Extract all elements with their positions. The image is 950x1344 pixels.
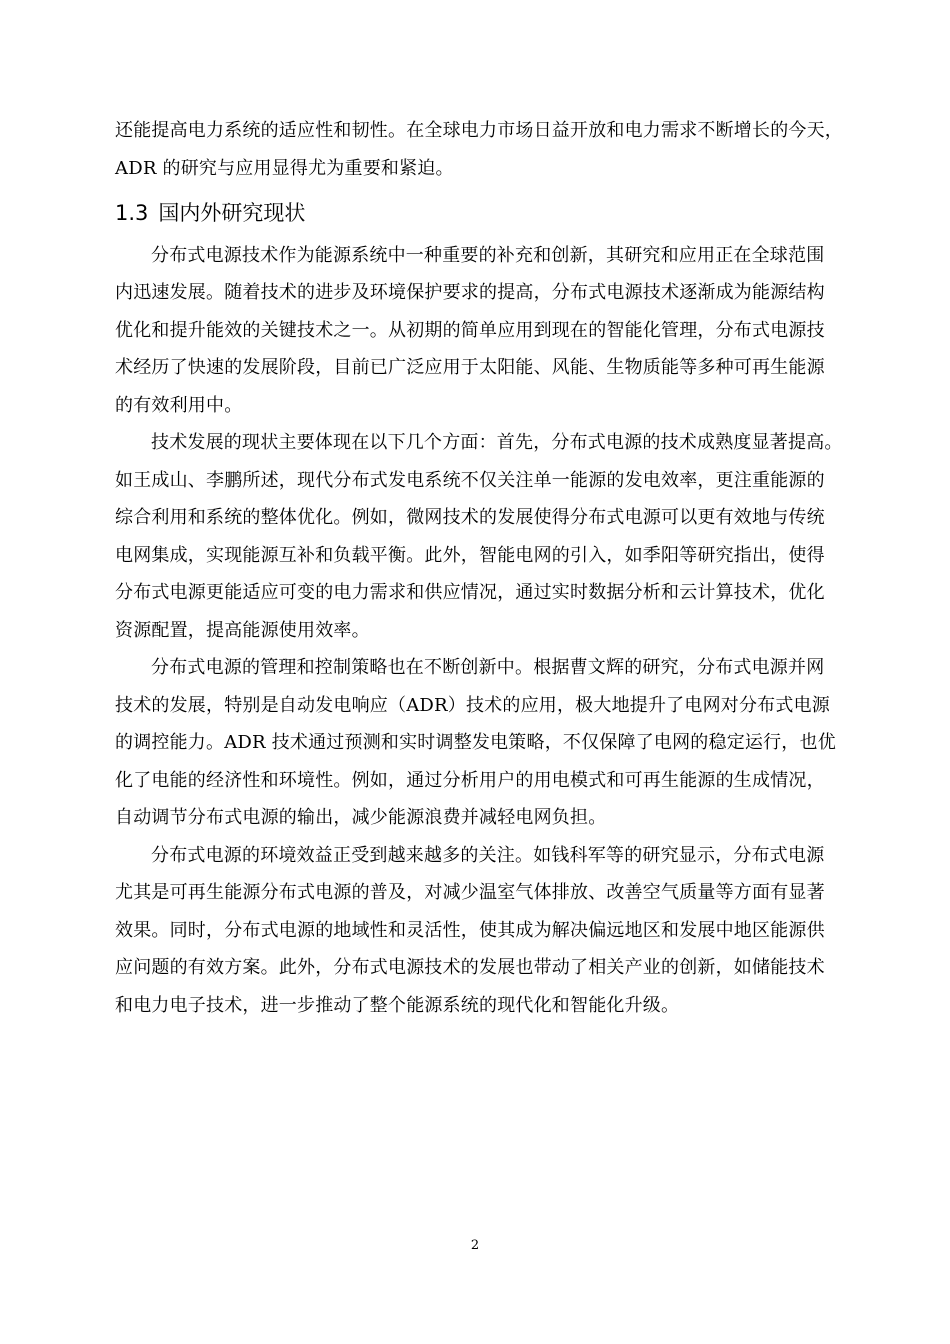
section-number: 1.3: [115, 201, 149, 225]
text-line: 分布式电源的环境效益正受到越来越多的关注。如钱科军等的研究显示，分布式电源: [151, 845, 825, 866]
text-line: 技术的发展，特别是自动发电响应（ADR）技术的应用，极大地提升了电网对分布式电源: [115, 695, 830, 716]
text-line: 资源配置，提高能源使用效率。: [115, 620, 370, 641]
text-line: 分布式电源技术作为能源系统中一种重要的补充和创新，其研究和应用正在全球范围: [151, 245, 825, 266]
text-line: 的调控能力。ADR 技术通过预测和实时调整发电策略，不仅保障了电网的稳定运行，也优: [115, 732, 836, 753]
text-line: ADR 的研究与应用显得尤为重要和紧迫。: [115, 158, 454, 179]
text-line: 化了电能的经济性和环境性。例如，通过分析用户的用电模式和可再生能源的生成情况，: [115, 770, 825, 791]
text-line: 还能提高电力系统的适应性和韧性。在全球电力市场日益开放和电力需求不断增长的今天，: [115, 120, 843, 141]
text-line: 自动调节分布式电源的输出，减少能源浪费并减轻电网负担。: [115, 807, 607, 828]
text-line: 效果。同时，分布式电源的地域性和灵活性，使其成为解决偏远地区和发展中地区能源供: [115, 920, 825, 941]
text-line: 分布式电源更能适应可变的电力需求和供应情况，通过实时数据分析和云计算技术，优化: [115, 582, 825, 603]
text-line: 如王成山、李鹏所述，现代分布式发电系统不仅关注单一能源的发电效率，更注重能源的: [115, 470, 825, 491]
text-line: 内迅速发展。随着技术的进步及环境保护要求的提高，分布式电源技术逐渐成为能源结构: [115, 282, 825, 303]
text-line: 技术发展的现状主要体现在以下几个方面：首先，分布式电源的技术成熟度显著提高。: [151, 432, 843, 453]
text-line: 的有效利用中。: [115, 395, 243, 416]
text-line: 应问题的有效方案。此外，分布式电源技术的发展也带动了相关产业的创新，如储能技术: [115, 957, 825, 978]
section-title: 国内外研究现状: [158, 201, 306, 225]
text-line: 电网集成，实现能源互补和负载平衡。此外，智能电网的引入，如季阳等研究指出，使得: [115, 545, 825, 566]
page-number: 2: [470, 1238, 480, 1253]
text-line: 综合利用和系统的整体优化。例如，微网技术的发展使得分布式电源可以更有效地与传统: [115, 507, 825, 528]
text-line: 术经历了快速的发展阶段，目前已广泛应用于太阳能、风能、生物质能等多种可再生能源: [115, 357, 825, 378]
text-line: 尤其是可再生能源分布式电源的普及，对减少温室气体排放、改善空气质量等方面有显著: [115, 882, 825, 903]
text-line: 分布式电源的管理和控制策略也在不断创新中。根据曹文辉的研究，分布式电源并网: [151, 657, 825, 678]
text-line: 优化和提升能效的关键技术之一。从初期的简单应用到现在的智能化管理，分布式电源技: [115, 320, 825, 341]
text-line: 和电力电子技术，进一步推动了整个能源系统的现代化和智能化升级。: [115, 995, 680, 1016]
section-heading: [115, 198, 305, 228]
